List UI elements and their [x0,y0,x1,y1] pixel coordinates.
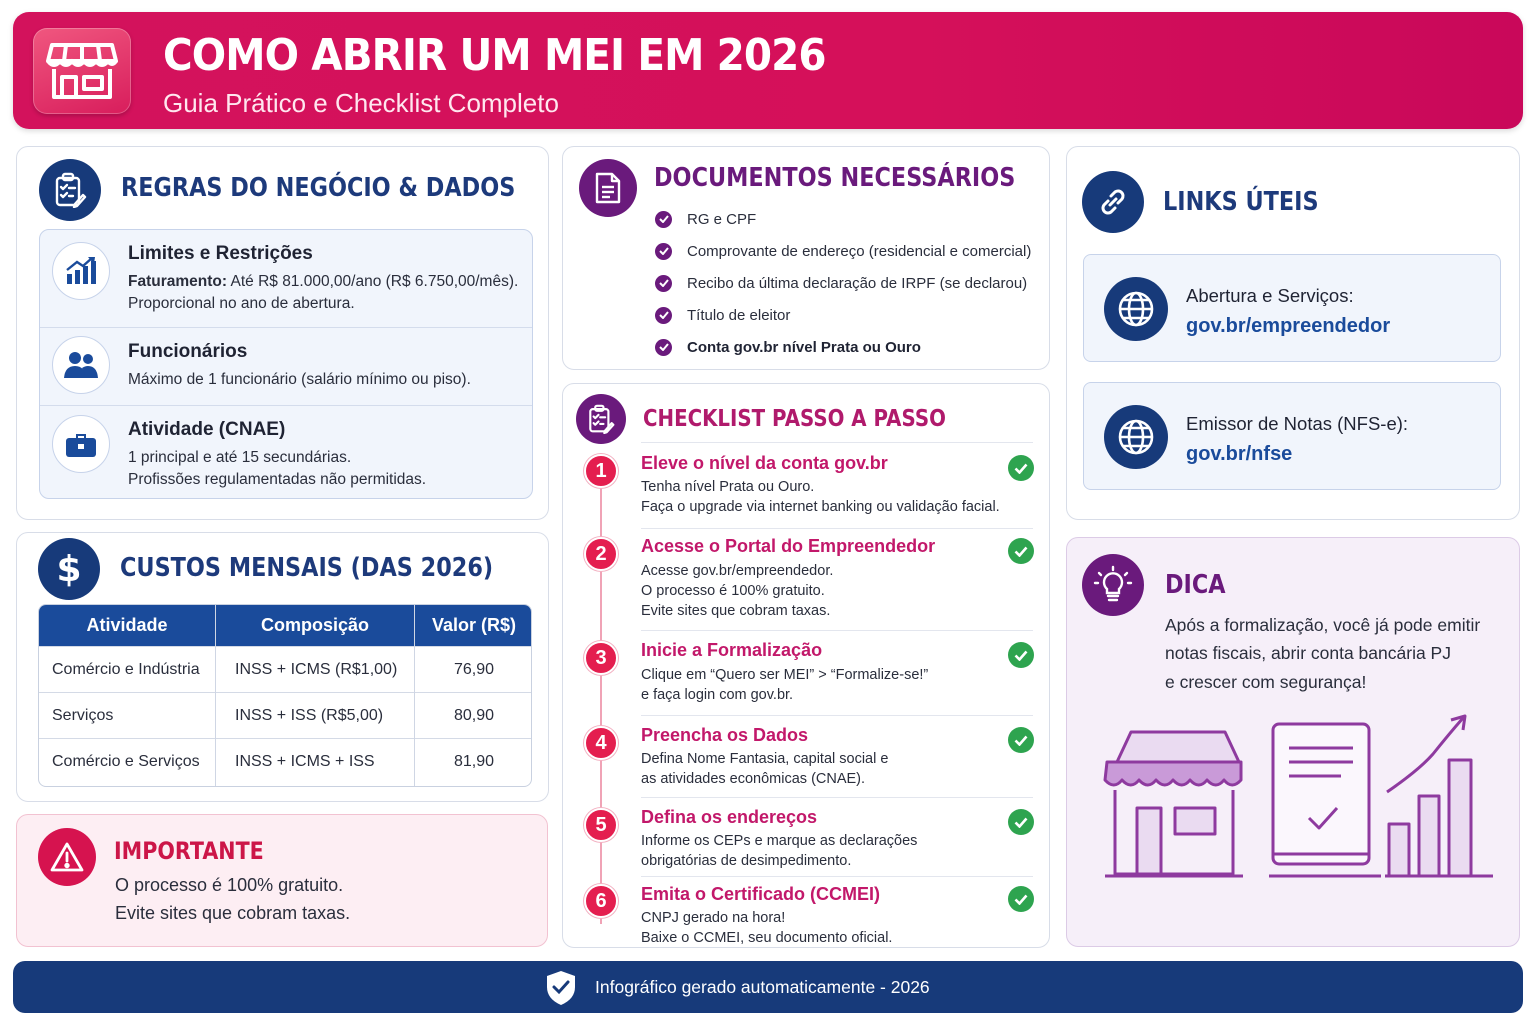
table-cell: Comércio e Indústria [52,661,200,678]
lightbulb-icon [1082,554,1144,616]
document-icon [579,159,637,217]
clipboard-icon [39,159,101,221]
step-title: Inicie a Formalização [641,640,823,660]
documents-title: DOCUMENTOS NECESSÁRIOS [654,163,1016,193]
checklist-card [562,383,1050,948]
rule-activity-title: Atividade (CNAE) [128,419,286,440]
step-text: Acesse gov.br/empreendedor. O processo é 100% gratuito. Evite sites que cobram taxas. [641,563,834,619]
step-number: 1 [584,454,618,488]
table-row [39,646,531,692]
rules-title: REGRAS DO NEGÓCIO & DADOS [121,173,516,203]
header-banner [13,12,1523,129]
tip-title: DICA [1165,570,1226,600]
check-icon [655,243,672,260]
table-header [39,605,531,646]
step-number: 4 [584,726,618,760]
checklist-title: CHECKLIST PASSO A PASSO [643,406,946,432]
link-icon [1082,171,1144,233]
list-item: RG e CPF [655,208,756,230]
footer-text: Infográfico gerado automaticamente - 2026 [595,977,930,997]
check-circle-icon [1008,538,1034,564]
people-icon [52,336,110,394]
store-icon [33,28,131,114]
step-title: Acesse o Portal do Empreendedor [641,536,936,556]
check-icon [655,307,672,324]
step-title: Defina os endereços [641,807,818,827]
check-icon [655,275,672,292]
divider [641,442,1033,443]
shield-check-icon [544,969,578,1007]
timeline-line [600,454,602,924]
important-card [16,814,548,947]
step-number: 2 [584,537,618,571]
step-text: Tenha nível Prata ou Ouro. Faça o upgrade via internet banking ou validação facial. [641,479,1000,515]
chart-growth-icon [52,242,110,300]
check-circle-icon [1008,727,1034,753]
globe-icon [1104,277,1168,341]
tip-line-3: e crescer com segurança! [1165,672,1367,692]
tip-line-1: Após a formalização, você já pode emitir [1165,615,1481,635]
divider [641,876,1033,877]
link-item-nfse[interactable] [1083,382,1501,490]
list-item: Comprovante de endereço (residencial e comercial) [655,240,1031,262]
rule-limits-title: Limites e Restrições [128,243,313,264]
important-title: IMPORTANTE [114,837,264,865]
table-cell: INSS + ICMS (R$1,00) [235,661,398,678]
tip-card [1066,537,1520,947]
column-header: Valor (R$) [431,615,517,635]
link-item-empreendedor[interactable] [1083,254,1501,362]
divider [40,327,532,328]
step-title: Preencha os Dados [641,725,809,745]
rule-activity-text: 1 principal e até 15 secundárias. Profissões regulamentadas não permitidas. [128,449,427,488]
page-subtitle: Guia Prático e Checklist Completo [163,88,559,118]
page-title: COMO ABRIR UM MEI EM 2026 [163,30,826,81]
warning-icon [38,828,96,886]
step-number: 6 [584,884,618,918]
column-header: Composição [260,615,370,635]
costs-title: CUSTOS MENSAIS (DAS 2026) [120,553,494,583]
step-text: Informe os CEPs e marque as declarações obrigatórias de desimpedimento. [641,833,918,869]
links-card [1066,146,1520,520]
important-line-1: O processo é 100% gratuito. [115,875,344,895]
step-title: Emita o Certificado (CCMEI) [641,884,881,904]
costs-card [16,532,549,802]
clipboard-check-icon [576,394,626,444]
link-label: Emissor de Notas (NFS-e): [1186,413,1409,434]
links-title: LINKS ÚTEIS [1163,187,1319,217]
table-row [39,692,531,738]
globe-icon [1104,405,1168,469]
check-icon [655,339,672,356]
briefcase-icon [52,415,110,473]
step-number: 5 [584,808,618,842]
link-label: Abertura e Serviços: [1186,285,1354,306]
divider [215,605,216,786]
important-line-2: Evite sites que cobram taxas. [115,903,351,923]
step-text: Defina Nome Fantasia, capital social e as atividades econômicas (CNAE). [641,751,889,787]
divider [641,715,1033,716]
column-header: Atividade [86,615,168,635]
rule-employees-text: Máximo de 1 funcionário (salário mínimo ou piso). [128,371,471,388]
check-icon [655,211,672,228]
store-growth-illustration [1101,714,1501,884]
list-item: Título de eleitor [655,304,790,326]
rules-list [39,229,533,499]
table-cell: INSS + ICMS + ISS [235,753,375,770]
table-cell: 81,90 [453,753,495,770]
divider [641,797,1033,798]
rule-limits-text: Faturamento: Até R$ 81.000,00/ano (R$ 6.750,00/mês). Proporcional no ano de abertura. [128,273,519,312]
table-cell: Comércio e Serviços [52,753,200,770]
list-item: Recibo da última declaração de IRPF (se declarou) [655,272,1027,294]
check-circle-icon [1008,886,1034,912]
rule-employees-title: Funcionários [128,341,248,362]
check-circle-icon [1008,455,1034,481]
tip-line-2: notas fiscais, abrir conta bancária PJ [1165,643,1451,663]
divider [641,630,1033,631]
dollar-icon: $ [38,538,100,600]
divider [641,528,1033,529]
step-text: CNPJ gerado na hora! Baixe o CCMEI, seu documento oficial. [641,910,893,946]
divider [414,605,415,786]
step-text: Clique em “Quero ser MEI” > “Formalize-se!” e faça login com gov.br. [641,667,929,703]
table-cell: Serviços [52,707,114,724]
table-row [39,738,531,784]
step-number: 3 [584,641,618,675]
check-circle-icon [1008,809,1034,835]
table-cell: INSS + ISS (R$5,00) [235,707,384,724]
check-circle-icon [1008,642,1034,668]
costs-table [38,604,532,787]
footer [13,961,1523,1013]
list-item: Conta gov.br nível Prata ou Ouro [655,336,921,358]
divider [40,405,532,406]
link-url[interactable]: gov.br/nfse [1186,443,1293,465]
table-cell: 80,90 [453,707,495,724]
rules-card [16,146,549,520]
table-cell: 76,90 [453,661,495,678]
documents-card [562,146,1050,370]
step-title: Eleve o nível da conta gov.br [641,453,888,473]
link-url[interactable]: gov.br/empreendedor [1186,315,1391,337]
